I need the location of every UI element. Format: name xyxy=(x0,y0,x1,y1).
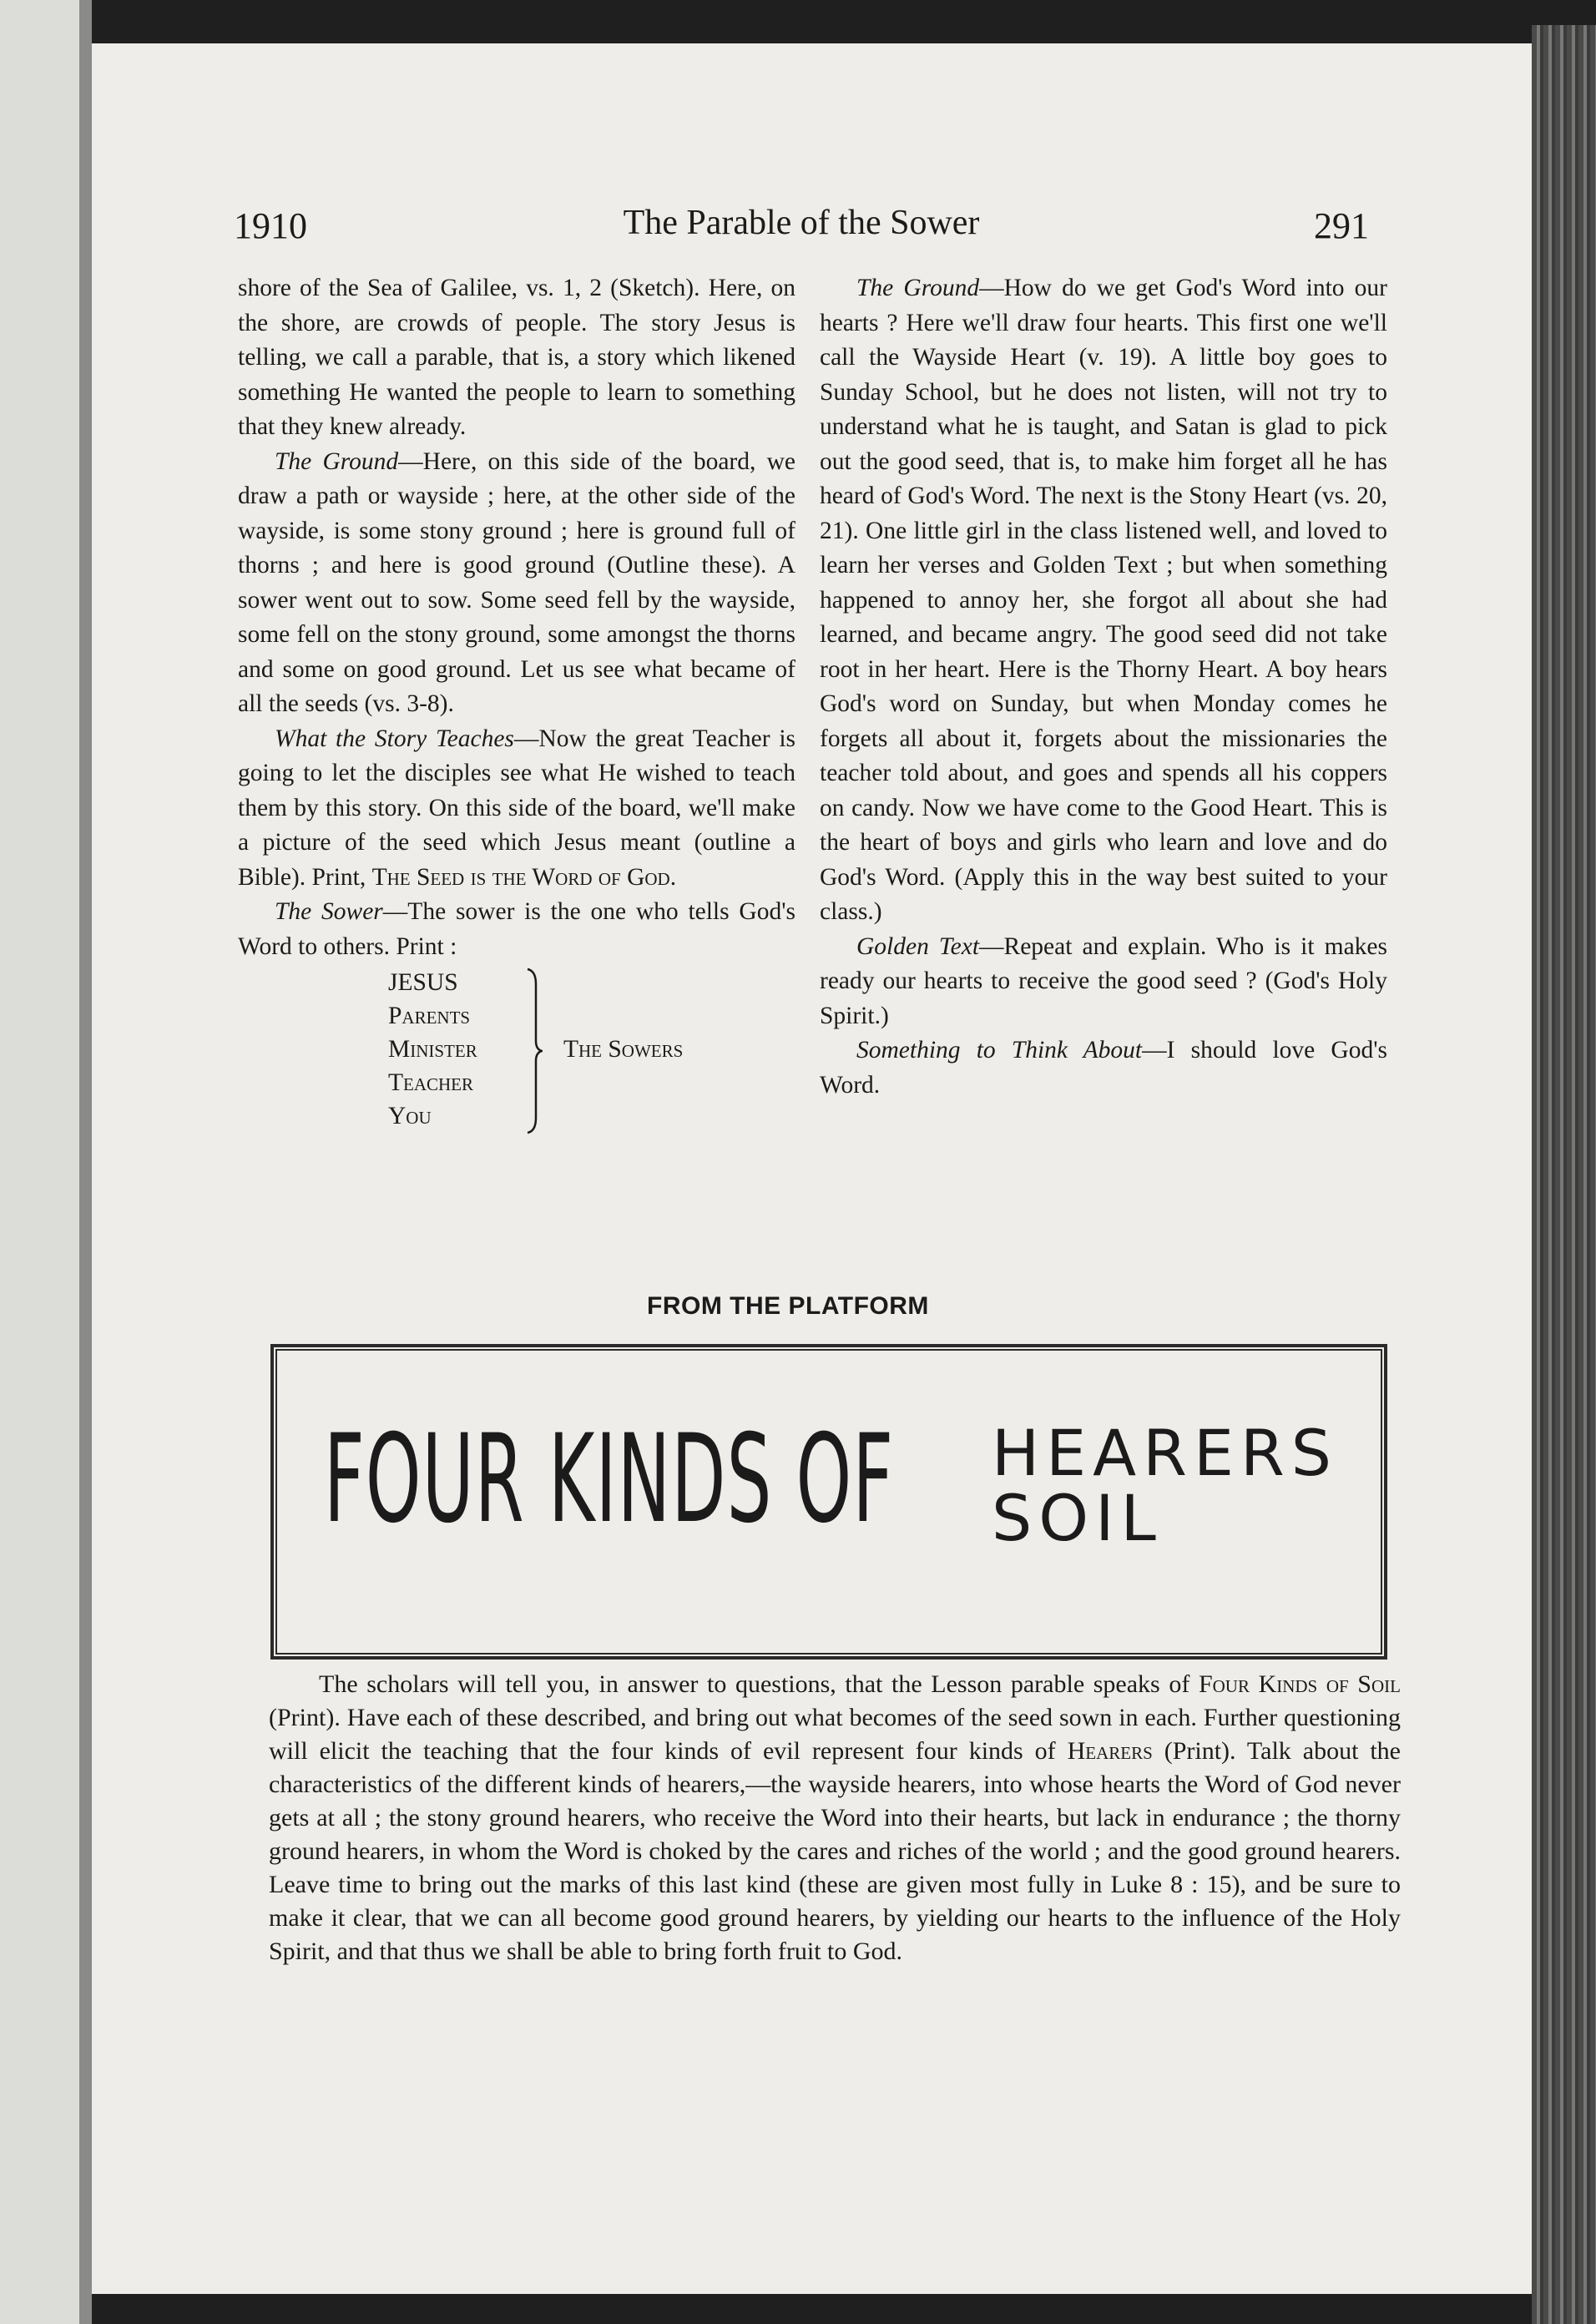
print-phrase: Hearers xyxy=(1067,1737,1153,1765)
paragraph: shore of the Sea of Galilee, vs. 1, 2 (Sketch). Here, on the shore, are crowds of people. The story Jesus is telling, we call a parable, that is, a story which likened something He wanted the people to learn to something that they knew already. xyxy=(238,275,795,440)
blackboard-box xyxy=(270,1344,1387,1660)
paragraph: The Ground—Here, on this side of the board, we draw a path or wayside ; here, at the other side of the wayside, is some stony ground ; here is ground full of thorns ; and here is good ground (Outline these). A sower went out to sow. Some seed fell by the wayside, some fell on the stony ground, some amongst the thorns and some on good ground. Let us see what became of all the seeds (vs. 3-8). xyxy=(238,447,795,717)
paragraph-heading: Something to Think About xyxy=(856,1037,1143,1063)
running-header xyxy=(234,196,1369,255)
section-heading: FROM THE PLATFORM xyxy=(647,1292,929,1320)
paragraph-heading: What the Story Teaches xyxy=(275,725,514,752)
print-phrase: The Seed is the Word of God xyxy=(371,863,670,891)
paragraph: Something to Think About—I should love God's Word. xyxy=(820,1037,1387,1099)
paragraph: What the Story Teaches—Now the great Teacher is going to let the disciples see what He wished to teach them by this story. On this side of the board, we'll make a picture of the seed which Jesus meant (outline a Bible). Print, The Seed is the Word of God. xyxy=(238,725,795,891)
sower-item: Parents xyxy=(388,1003,471,1029)
page-number: 291 xyxy=(1314,205,1369,246)
sowers-label: The Sowers xyxy=(563,1036,684,1063)
paragraph: Golden Text—Repeat and explain. Who is it makes ready our hearts to receive the good seed ? (God's Holy Spirit.) xyxy=(820,932,1387,1029)
paragraph-heading: The Ground xyxy=(275,447,399,475)
brace-icon xyxy=(526,967,543,1134)
box-main-text: FOUR KINDS OF xyxy=(324,1408,895,1550)
paragraph: The Ground—How do we get God's Word into our hearts ? Here we'll draw four hearts. This first one we'll call the Wayside Heart (v. 19). A little boy goes to Sunday School, but he does not listen, will not try to understand what he is taught, and Satan is glad to pick out the good seed, that is, to make him forget all he has heard of God's Word. The next is the Stony Heart (vs. 20, 21). One little girl in the class listened well, and loved to learn her verses and Golden Text ; but when something happened to annoy her, she forgot all about she had learned, and became angry. The good seed did not take root in her heart. Here is the Thorny Heart. A boy hears God's word on Sunday, but when Monday comes he forgets all about it, forgets about the missionaries the teacher told about, and goes and spends all his coppers on candy. Now we have come to the Good Heart. This is the heart of boys and girls who learn and love and do God's Word. (Apply this in the way best suited to your class.) xyxy=(820,275,1387,925)
header-year: 1910 xyxy=(234,205,307,246)
box-lower-word: SOIL xyxy=(992,1481,1163,1555)
sowers-diagram xyxy=(238,966,795,1133)
header-title: The Parable of the Sower xyxy=(623,204,980,242)
book-gutter xyxy=(79,0,92,2324)
paragraph-heading: The Sower xyxy=(275,898,383,925)
platform-paragraph: The scholars will tell you, in answer to questions, that the Lesson parable speaks of Four Kinds of Soil (Print). Have each of these described, and bring out what becomes of the seed sown in each. Further questioning will elicit the teaching that the four kinds of evil represent four kinds of Hearers (Print). Talk about the characteristics of the different kinds of hearers,—the wayside hearers, into whose hearts the Word of God never gets at all ; the stony ground hearers, who receive the Word into their hearts, but lack in endurance ; the thorny ground hearers, in whom the Word is choked by the cares and riches of the world ; and the good ground hearers. Leave time to bring out the marks of this last kind (these are given most fully in Luke 8 : 15), and be sure to make it clear, that we can all become good ground hearers, by yielding our hearts to the influence of the Holy Spirit, and that thus we shall be able to bring forth fruit to God. xyxy=(269,1670,1401,1965)
sower-item: Teacher xyxy=(388,1069,474,1096)
box-upper-word: HEARERS xyxy=(992,1416,1339,1490)
page-stack-edge xyxy=(1532,25,1596,2324)
sower-item: JESUS xyxy=(388,969,458,996)
paragraph-heading: The Ground xyxy=(856,275,980,301)
sower-item: Minister xyxy=(388,1036,477,1063)
facing-page-edge xyxy=(0,0,79,2324)
sower-item: You xyxy=(388,1103,432,1129)
right-column xyxy=(820,271,1387,1103)
paragraph-heading: Golden Text xyxy=(856,932,980,960)
sowers-list xyxy=(388,966,477,1133)
print-phrase: Four Kinds of Soil xyxy=(1198,1670,1401,1698)
left-column xyxy=(238,271,795,1133)
paragraph: The Sower—The sower is the one who tells God's Word to others. Print : xyxy=(238,898,795,960)
